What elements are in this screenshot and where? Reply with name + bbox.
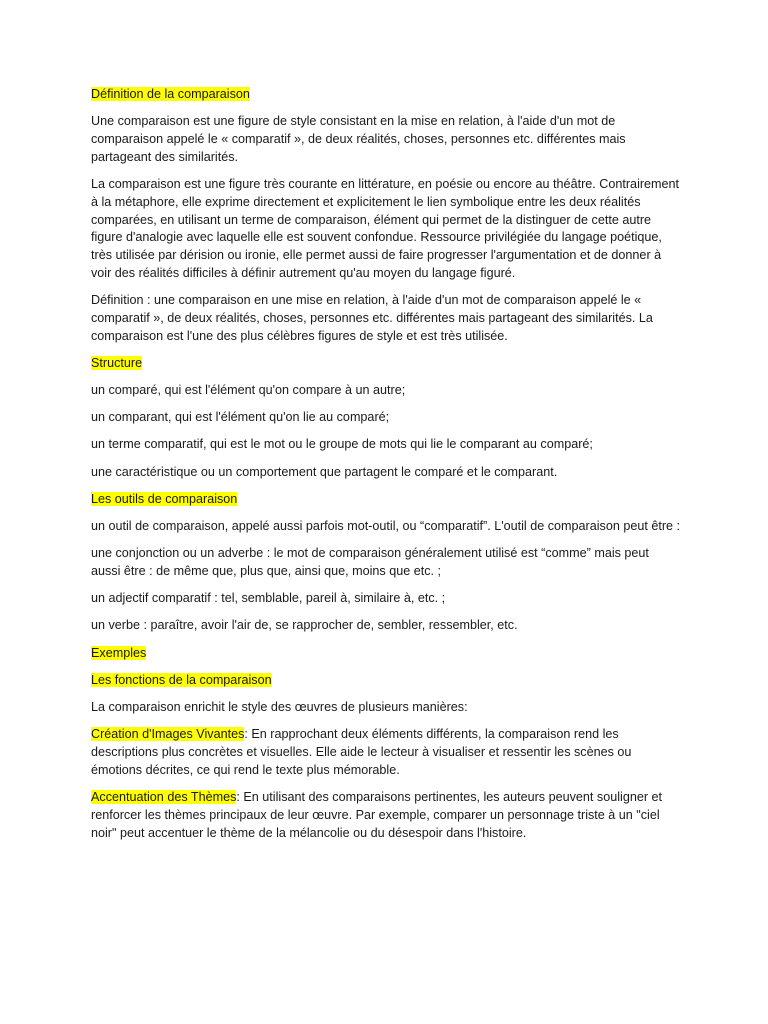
structure-item-compare: un comparé, qui est l'élément qu'on compare à un autre; (91, 383, 406, 398)
structure-item-terme: un terme comparatif, qui est le mot ou le groupe de mots qui lie le comparant au comparé; (91, 437, 593, 452)
highlighted-heading-outils: Les outils de comparaison (91, 491, 238, 506)
fonction-accentuation-themes-text: : En utilisant des comparaisons pertinentes, les auteurs peuvent souligner et renforcer les thèmes principaux de leur œuvre. Par exemple, comparer un personnage triste à un "ciel noir" peut accentuer le thème de la mélancolie ou du désespoir dans l'histoire. (91, 789, 663, 840)
paragraph-definition-2: La comparaison est une figure très courante en littérature, en poésie ou encore au théâtre. Contrairement à la métaphore, elle exprime directement et explicitement le lien symbolique entre les deux réalités comparées, en utilisant un terme de comparaison, élément qui permet de la distinguer de cette autre figure d'analogie avec laquelle elle est souvent confondue. Ressource privilégiée du langage poétique, très utilisée par dérision ou ironie, elle permet aussi de faire progresser l'argumentation et de donner à voir des réalités difficiles à définir autrement qu'au moyen du langage figuré. (91, 176, 680, 280)
paragraph-definition-1: Une comparaison est une figure de style consistant en la mise en relation, à l'aide d'un mot de comparaison appelé le « comparatif », de deux réalités, choses, personnes etc. différentes mais partageant des similarités. (91, 114, 626, 164)
fonction-images-vivantes (91, 726, 681, 779)
paragraph-definition-3: Définition : une comparaison en une mise en relation, à l'aide d'un mot de comparaison appelé le « comparatif », de deux réalités, choses, personnes etc. différentes mais partageant des similarités. La comparaison est l'une des plus célèbres figures de style et est très utilisée. (91, 293, 653, 343)
document-page (91, 86, 681, 852)
heading-definition (91, 86, 681, 104)
heading-outils (91, 491, 681, 509)
fonctions-intro: La comparaison enrichit le style des œuvres de plusieurs manières: (91, 699, 468, 714)
structure-item-comparant: un comparant, qui est l'élément qu'on lie au comparé; (91, 410, 390, 425)
heading-exemples (91, 645, 681, 663)
highlighted-label-images-vivantes: Création d'Images Vivantes (91, 727, 245, 742)
highlighted-heading-definition: Définition de la comparaison (91, 87, 250, 101)
fonction-accentuation-themes (91, 789, 681, 842)
heading-structure (91, 355, 681, 373)
heading-fonctions (91, 672, 681, 690)
highlighted-heading-structure: Structure (91, 355, 143, 370)
outils-intro: un outil de comparaison, appelé aussi parfois mot-outil, ou “comparatif”. L'outil de comparaison peut être : (91, 519, 681, 534)
outils-item-adjectif: un adjectif comparatif : tel, semblable, pareil à, similaire à, etc. ; (91, 591, 446, 606)
highlighted-heading-exemples: Exemples (91, 645, 147, 660)
outils-item-conjonction: une conjonction ou un adverbe : le mot de comparaison généralement utilisé est “comme” mais peut aussi être : de même que, plus que, ainsi que, moins que etc. ; (91, 546, 649, 579)
highlighted-label-accentuation-themes: Accentuation des Thèmes (91, 789, 237, 804)
highlighted-heading-fonctions: Les fonctions de la comparaison (91, 672, 272, 687)
fonction-images-vivantes-text: : En rapprochant deux éléments différents, la comparaison rend les descriptions plus concrètes et visuelles. Elle aide le lecteur à visualiser et ressentir les scènes ou émotions décrites, ce qui rend le texte plus mémorable. (91, 727, 632, 777)
outils-item-verbe: un verbe : paraître, avoir l'air de, se rapprocher de, sembler, ressembler, etc. (91, 618, 518, 633)
structure-item-caracteristique: une caractéristique ou un comportement que partagent le comparé et le comparant. (91, 464, 558, 479)
